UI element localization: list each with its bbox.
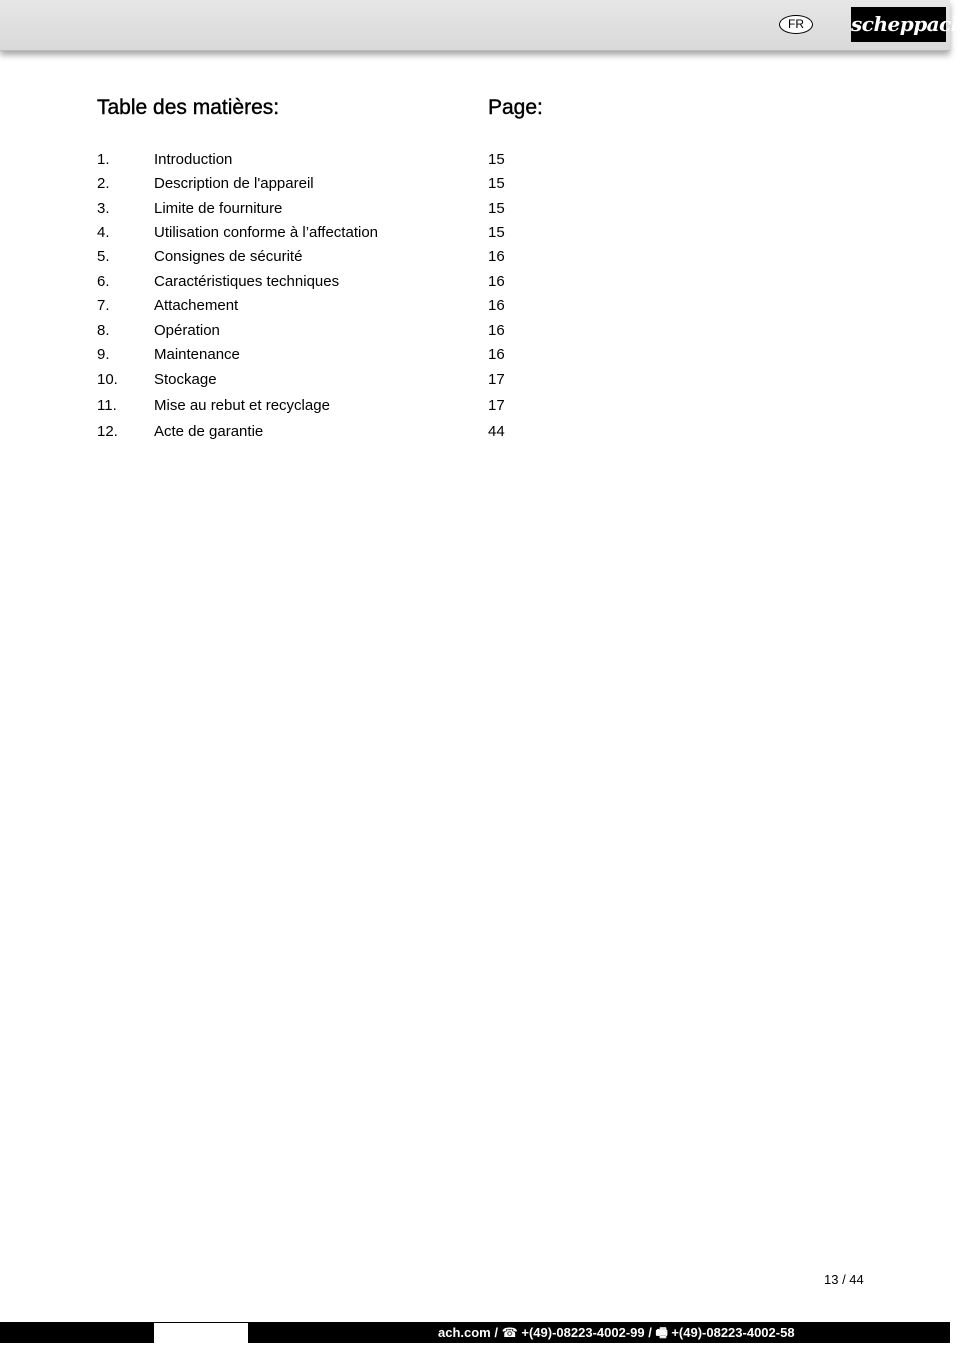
toc-row[interactable] xyxy=(0,371,600,391)
toc-label: Mise au rebut et recyclage xyxy=(154,397,330,414)
page-column-header: Page: xyxy=(488,96,543,119)
toc-label: Consignes de sécurité xyxy=(154,248,303,265)
footer-gap xyxy=(154,1322,248,1344)
toc-row[interactable] xyxy=(0,423,600,443)
toc-number: 1. xyxy=(97,151,110,168)
toc-label: Stockage xyxy=(154,371,217,388)
toc-row[interactable] xyxy=(0,175,600,195)
toc-row[interactable] xyxy=(0,200,600,220)
footer-bar xyxy=(248,1322,950,1343)
toc-label: Acte de garantie xyxy=(154,423,264,440)
toc-row[interactable] xyxy=(0,248,600,268)
toc-page: 16 xyxy=(488,322,505,339)
toc-row[interactable] xyxy=(0,297,600,317)
toc-row[interactable] xyxy=(0,346,600,366)
toc-row[interactable] xyxy=(0,397,600,417)
toc-label: Caractéristiques techniques xyxy=(154,273,340,290)
toc-row[interactable] xyxy=(0,273,600,293)
toc-label: Opération xyxy=(154,322,220,339)
toc-number: 4. xyxy=(97,224,110,241)
toc-label: Limite de fourniture xyxy=(154,200,283,217)
page-number: 13 / 44 xyxy=(824,1272,864,1287)
toc-page: 15 xyxy=(488,175,505,192)
toc-number: 7. xyxy=(97,297,110,314)
language-badge: FR xyxy=(779,15,813,34)
toc-page: 15 xyxy=(488,224,505,241)
toc-page: 16 xyxy=(488,346,505,363)
toc-label: Attachement xyxy=(154,297,239,314)
toc-number: 3. xyxy=(97,200,110,217)
toc-page: 16 xyxy=(488,248,505,265)
toc-page: 16 xyxy=(488,273,505,290)
toc-page: 16 xyxy=(488,297,505,314)
toc-page: 17 xyxy=(488,371,505,388)
toc-page: 15 xyxy=(488,200,505,217)
toc-number: 12. xyxy=(97,423,118,440)
toc-title: Table des matières: xyxy=(97,96,280,119)
toc-number: 2. xyxy=(97,175,110,192)
toc-row[interactable] xyxy=(0,151,600,171)
footer-bar-left xyxy=(0,1322,154,1343)
toc-number: 9. xyxy=(97,346,110,363)
toc-page: 15 xyxy=(488,151,505,168)
toc-number: 6. xyxy=(97,273,110,290)
toc-label: Introduction xyxy=(154,151,233,168)
brand-logo: scheppach xyxy=(851,7,946,42)
toc-label: Maintenance xyxy=(154,346,240,363)
footer-contact: ach.com / ☎ +(49)-08223-4002-99 / 🖷 +(49)-08223-4002-58 xyxy=(438,1325,795,1340)
toc-number: 8. xyxy=(97,322,110,339)
toc-page: 17 xyxy=(488,397,505,414)
toc-label: Utilisation conforme à l’affectation xyxy=(154,224,379,241)
toc-label: Description de l'appareil xyxy=(154,175,314,192)
toc-row[interactable] xyxy=(0,322,600,342)
page-header xyxy=(0,0,965,51)
toc-page: 44 xyxy=(488,423,505,440)
toc-row[interactable] xyxy=(0,224,600,244)
toc-number: 11. xyxy=(97,397,117,414)
toc-number: 10. xyxy=(97,371,118,388)
toc-number: 5. xyxy=(97,248,110,265)
